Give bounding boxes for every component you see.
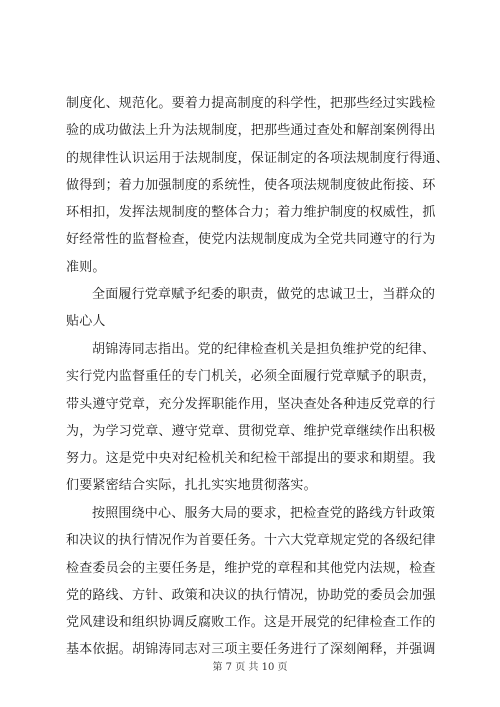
text-line: 努力。这是党中央对纪检机关和纪检干部提出的要求和期望。我 [66, 451, 436, 467]
text-line: 基本依据。胡锦涛同志对三项主要任务进行了深刻阐释，并强调 [66, 642, 436, 658]
text-line: 检查委员会的主要任务是，维护党的章程和其他党内法规，检查 [66, 560, 436, 576]
text-line: 党的路线、方针、政策和决议的执行情况，协助党的委员会加强 [66, 587, 436, 603]
text-line: 的规律性认识运用于法规制度，保证制定的各项法规制度行得通、 [66, 150, 449, 166]
text-line: 按照围绕中心、服务大局的要求，把检查党的路线方针政策 [92, 506, 436, 521]
text-line: 做得到；着力加强制度的系统性，使各项法规制度彼此衔接、环 [66, 177, 436, 193]
paragraph-3 [66, 336, 442, 500]
page-number-footer: 第 7 页 共 10 页 [212, 662, 288, 673]
paragraph-4 [66, 500, 442, 664]
text-line: 为，为学习党章、遵守党章、贯彻党章、维护党章继续作出积极 [66, 423, 436, 439]
paragraph-1 [66, 90, 449, 281]
text-line: 胡锦涛同志指出。党的纪律检查机关是担负维护党的纪律、 [92, 342, 436, 357]
text-line: 准则。 [66, 259, 106, 275]
text-line: 制度化、规范化。要着力提高制度的科学性，把那些经过实践检 [66, 96, 436, 111]
text-line: 和决议的执行情况作为首要任务。十六大党章规定党的各级纪律 [66, 533, 436, 549]
text-line: 好经常性的监督检查，使党内法规制度成为全党共同遵守的行为 [66, 232, 436, 248]
text-line: 带头遵守党章，充分发挥职能作用，坚决查处各种违反党章的行 [66, 396, 436, 412]
text-line: 贴心人 [66, 314, 106, 330]
text-line: 环相扣，发挥法规制度的整体合力；着力维护制度的权威性，抓 [66, 205, 436, 221]
section-heading [66, 281, 442, 336]
text-line: 验的成功做法上升为法规制度，把那些通过查处和解剖案例得出 [66, 123, 436, 139]
text-line: 实行党内监督重任的专门机关，必须全面履行党章赋予的职责， [66, 369, 436, 385]
text-line: 党风建设和组织协调反腐败工作。这是开展党的纪律检查工作的 [66, 615, 436, 631]
text-line: 们要紧密结合实际，扎扎实实地贯彻落实。 [66, 478, 317, 494]
text-line: 全面履行党章赋予纪委的职责，做党的忠诚卫士，当群众的 [92, 287, 436, 302]
